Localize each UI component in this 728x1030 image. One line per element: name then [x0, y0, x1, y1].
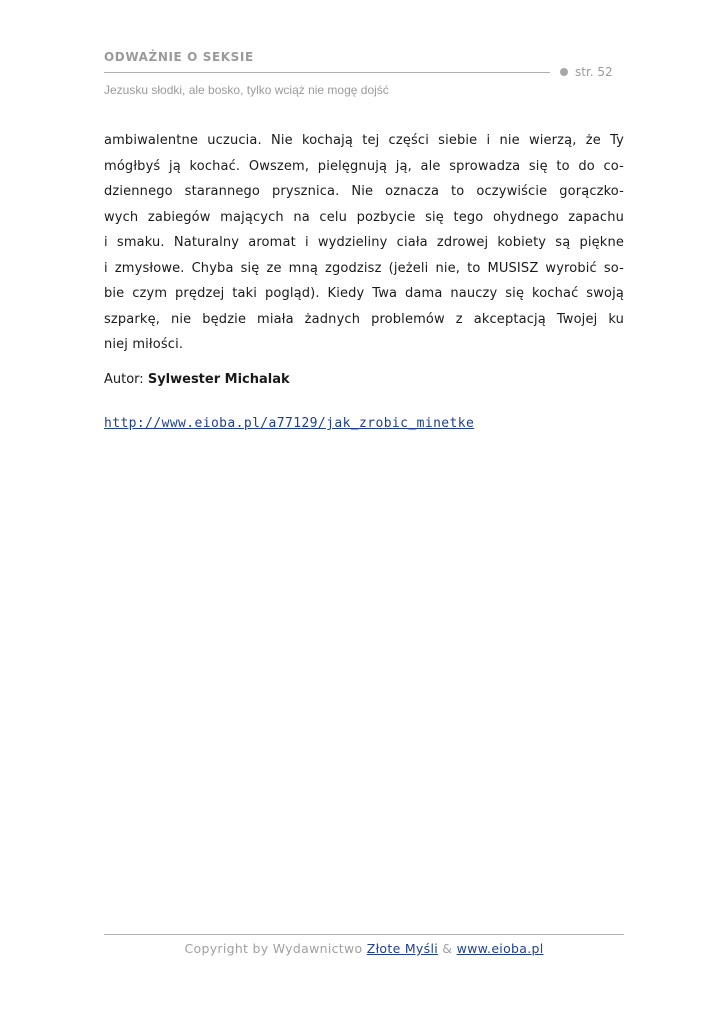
page-number: str. 52 [575, 65, 613, 79]
text-line: i zmysłowe. Chyba się ze mną zgodzisz (jeżeli nie, to MUSISZ wyrobić so- [104, 260, 624, 276]
text-line: niej miłości. [104, 337, 184, 352]
author-line [104, 372, 290, 387]
body-text [104, 128, 624, 358]
footer-separator: & [442, 941, 453, 956]
paragraph [104, 128, 624, 358]
footer-divider [104, 934, 624, 935]
footer-copyright: Copyright by Wydawnictwo [184, 941, 363, 956]
publisher-link[interactable]: Złote Myśli [366, 941, 438, 956]
text-line: ambiwalentne uczucia. Nie kochają tej części siebie i nie wierzą, że Ty [104, 133, 624, 148]
header-title: ODWAŻNIE O SEKSIE [104, 50, 254, 64]
bullet-icon [560, 68, 568, 76]
footer [0, 941, 728, 956]
text-line: bie czym prędzej taki pogląd). Kiedy Twa dama nauczy się kochać swoją [104, 286, 624, 301]
author-label: Autor: [104, 372, 144, 387]
site-link[interactable]: www.eioba.pl [456, 941, 544, 956]
text-line: szparkę, nie będzie miała żadnych problemów z akceptacją Twojej ku [104, 311, 624, 327]
author-name: Sylwester Michalak [147, 372, 290, 387]
header-divider [104, 72, 550, 73]
text-line: i smaku. Naturalny aromat i wydzieliny ciała zdrowej kobiety są piękne [104, 235, 624, 250]
text-line: wych zabiegów mających na celu pozbycie się tego ohydnego zapachu [104, 209, 624, 225]
text-line: dziennego starannego prysznica. Nie oznacza to oczywiście gorączko- [104, 184, 624, 199]
source-link[interactable]: http://www.eioba.pl/a77129/jak_zrobic_minetke [104, 416, 475, 431]
header-subtitle: Jezusku słodki, ale bosko, tylko wciąż nie mogę dojść [104, 83, 389, 97]
text-line: mógłbyś ją kochać. Owszem, pielęgnują ją, ale sprowadza się to do co- [104, 158, 624, 174]
